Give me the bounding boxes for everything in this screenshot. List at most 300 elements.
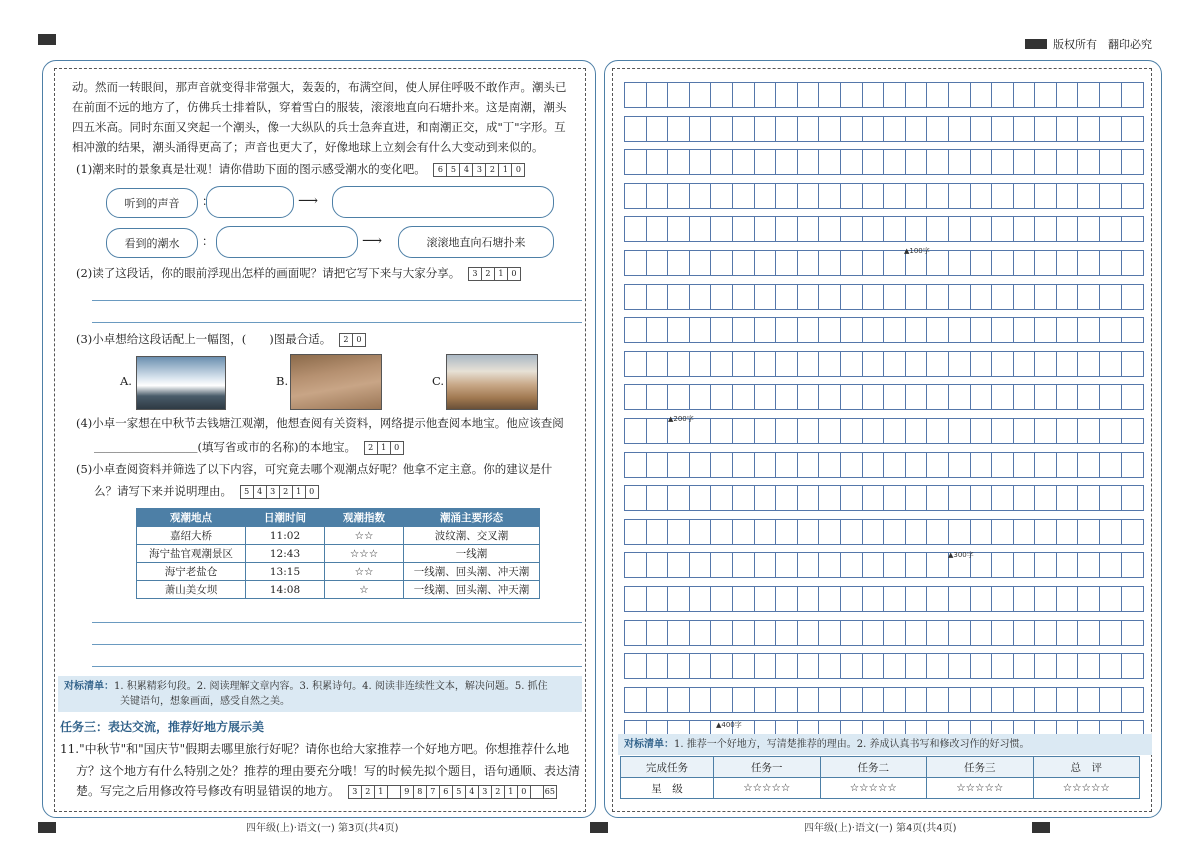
grid-cell[interactable] (647, 150, 669, 174)
grid-cell[interactable] (798, 117, 820, 141)
score-cell[interactable]: 3 (469, 268, 482, 280)
grid-cell[interactable] (1078, 83, 1100, 107)
grid-cell[interactable] (841, 83, 863, 107)
grid-cell[interactable] (1057, 654, 1079, 678)
grid-cell[interactable] (819, 453, 841, 477)
grid-cell[interactable] (733, 217, 755, 241)
grid-cell[interactable] (884, 453, 906, 477)
grid-cell[interactable] (819, 285, 841, 309)
grid-cell[interactable] (625, 385, 647, 409)
grid-cell[interactable] (1057, 688, 1079, 712)
grid-cell[interactable] (1100, 184, 1122, 208)
grid-cell[interactable] (1014, 453, 1036, 477)
score-cell[interactable]: 1 (505, 786, 518, 798)
grid-cell[interactable] (776, 453, 798, 477)
grid-cell[interactable] (798, 217, 820, 241)
grid-row[interactable] (624, 149, 1144, 175)
grid-cell[interactable] (884, 385, 906, 409)
grid-cell[interactable] (1057, 150, 1079, 174)
grid-cell[interactable] (647, 654, 669, 678)
grid-cell[interactable] (1078, 419, 1100, 443)
grid-cell[interactable] (992, 117, 1014, 141)
grid-cell[interactable] (776, 83, 798, 107)
grid-cell[interactable] (1035, 688, 1057, 712)
grid-cell[interactable] (906, 184, 928, 208)
grid-cell[interactable] (733, 520, 755, 544)
grid-cell[interactable] (625, 419, 647, 443)
grid-cell[interactable] (668, 318, 690, 342)
grid-cell[interactable] (992, 587, 1014, 611)
grid-cell[interactable] (927, 553, 949, 577)
grid-cell[interactable] (776, 520, 798, 544)
score-cell[interactable]: 0 (309, 487, 315, 496)
grid-cell[interactable] (690, 520, 712, 544)
grid-cell[interactable] (711, 150, 733, 174)
grid-cell[interactable] (1014, 486, 1036, 510)
grid-cell[interactable] (1122, 285, 1144, 309)
grid-cell[interactable] (1078, 486, 1100, 510)
grid-cell[interactable] (668, 587, 690, 611)
grid-cell[interactable] (668, 352, 690, 376)
score-cell[interactable]: 2 (365, 442, 378, 454)
score-box[interactable] (433, 163, 525, 177)
grid-cell[interactable] (949, 587, 971, 611)
grid-row[interactable] (624, 384, 1144, 410)
grid-cell[interactable] (1100, 251, 1122, 275)
grid-cell[interactable] (647, 318, 669, 342)
grid-cell[interactable] (733, 486, 755, 510)
grid-cell[interactable] (884, 117, 906, 141)
grid-cell[interactable] (863, 217, 885, 241)
grid-cell[interactable] (625, 688, 647, 712)
grid-cell[interactable] (733, 318, 755, 342)
grid-row[interactable] (624, 317, 1144, 343)
grid-cell[interactable] (1035, 217, 1057, 241)
grid-cell[interactable] (1035, 621, 1057, 645)
grid-row[interactable] (624, 452, 1144, 478)
grid-cell[interactable] (927, 621, 949, 645)
grid-row[interactable] (624, 183, 1144, 209)
grid-cell[interactable] (1100, 385, 1122, 409)
grid-cell[interactable] (1014, 285, 1036, 309)
grid-cell[interactable] (841, 419, 863, 443)
grid-cell[interactable] (1057, 217, 1079, 241)
answer-box-sound-2[interactable] (332, 186, 554, 218)
grid-cell[interactable] (647, 184, 669, 208)
grid-cell[interactable] (625, 117, 647, 141)
grid-cell[interactable] (927, 217, 949, 241)
grid-cell[interactable] (1078, 688, 1100, 712)
grid-cell[interactable] (863, 453, 885, 477)
grid-cell[interactable] (798, 520, 820, 544)
grid-cell[interactable] (863, 486, 885, 510)
grid-cell[interactable] (906, 150, 928, 174)
grid-cell[interactable] (711, 117, 733, 141)
grid-cell[interactable] (884, 318, 906, 342)
grid-cell[interactable] (971, 251, 993, 275)
grid-cell[interactable] (625, 83, 647, 107)
grid-cell[interactable] (927, 352, 949, 376)
grid-cell[interactable] (841, 117, 863, 141)
grid-cell[interactable] (863, 150, 885, 174)
grid-cell[interactable] (755, 150, 777, 174)
grid-cell[interactable] (776, 688, 798, 712)
grid-cell[interactable] (647, 285, 669, 309)
grid-cell[interactable] (949, 318, 971, 342)
grid-cell[interactable] (668, 553, 690, 577)
score-cell[interactable]: 1 (375, 786, 388, 798)
score-cell[interactable]: 4 (460, 164, 473, 176)
grid-cell[interactable] (1035, 553, 1057, 577)
grid-cell[interactable] (776, 385, 798, 409)
grid-cell[interactable] (1057, 184, 1079, 208)
grid-cell[interactable] (668, 520, 690, 544)
grid-cell[interactable] (1035, 352, 1057, 376)
score-box[interactable] (339, 333, 366, 347)
grid-cell[interactable] (776, 318, 798, 342)
grid-cell[interactable] (971, 621, 993, 645)
grid-cell[interactable] (711, 251, 733, 275)
grid-cell[interactable] (668, 184, 690, 208)
grid-row[interactable] (624, 552, 1144, 578)
grid-cell[interactable] (841, 150, 863, 174)
grid-cell[interactable] (841, 486, 863, 510)
score-cell[interactable]: 5 (453, 786, 466, 798)
grid-cell[interactable] (647, 486, 669, 510)
grid-cell[interactable] (625, 486, 647, 510)
grid-cell[interactable] (690, 184, 712, 208)
grid-cell[interactable] (1100, 520, 1122, 544)
grid-cell[interactable] (776, 251, 798, 275)
grid-cell[interactable] (711, 486, 733, 510)
grid-cell[interactable] (798, 553, 820, 577)
grid-cell[interactable] (819, 385, 841, 409)
grid-cell[interactable] (841, 217, 863, 241)
grid-cell[interactable] (755, 654, 777, 678)
grid-cell[interactable] (819, 621, 841, 645)
grid-cell[interactable] (841, 251, 863, 275)
grid-cell[interactable] (668, 117, 690, 141)
grid-cell[interactable] (863, 587, 885, 611)
grid-cell[interactable] (690, 587, 712, 611)
grid-cell[interactable] (668, 654, 690, 678)
grid-cell[interactable] (776, 217, 798, 241)
grid-cell[interactable] (841, 184, 863, 208)
grid-cell[interactable] (841, 587, 863, 611)
score-cell[interactable]: 1 (495, 268, 508, 280)
grid-cell[interactable] (992, 486, 1014, 510)
grid-cell[interactable] (971, 486, 993, 510)
grid-cell[interactable] (927, 117, 949, 141)
grid-cell[interactable] (906, 117, 928, 141)
grid-cell[interactable] (992, 251, 1014, 275)
grid-cell[interactable] (927, 251, 949, 275)
grid-cell[interactable] (690, 352, 712, 376)
grid-cell[interactable] (1014, 419, 1036, 443)
score-cell[interactable]: 5 (241, 486, 254, 498)
grid-cell[interactable] (906, 385, 928, 409)
score-cell[interactable]: 2 (362, 786, 375, 798)
grid-cell[interactable] (1122, 587, 1144, 611)
grid-cell[interactable] (625, 520, 647, 544)
grid-cell[interactable] (927, 419, 949, 443)
grid-cell[interactable] (1057, 251, 1079, 275)
grid-cell[interactable] (1122, 486, 1144, 510)
grid-cell[interactable] (647, 217, 669, 241)
grid-cell[interactable] (1035, 117, 1057, 141)
grid-row[interactable] (624, 620, 1144, 646)
grid-cell[interactable] (798, 621, 820, 645)
score-cell[interactable]: 0 (356, 335, 362, 344)
grid-cell[interactable] (1100, 654, 1122, 678)
grid-cell[interactable] (690, 285, 712, 309)
grid-cell[interactable] (776, 654, 798, 678)
grid-cell[interactable] (668, 285, 690, 309)
grid-cell[interactable] (927, 318, 949, 342)
grid-cell[interactable] (971, 184, 993, 208)
grid-cell[interactable] (884, 184, 906, 208)
grid-cell[interactable] (1057, 117, 1079, 141)
grid-cell[interactable] (647, 352, 669, 376)
grid-cell[interactable] (949, 83, 971, 107)
grid-cell[interactable] (1057, 83, 1079, 107)
grid-row[interactable] (624, 687, 1144, 713)
grid-cell[interactable] (776, 621, 798, 645)
grid-cell[interactable] (1100, 352, 1122, 376)
score-cell[interactable]: 2 (482, 268, 495, 280)
grid-cell[interactable] (1078, 553, 1100, 577)
grid-cell[interactable] (798, 184, 820, 208)
grid-cell[interactable] (1078, 150, 1100, 174)
grid-cell[interactable] (1122, 621, 1144, 645)
grid-cell[interactable] (884, 251, 906, 275)
grid-cell[interactable] (733, 587, 755, 611)
score-cell[interactable]: 4 (466, 786, 479, 798)
grid-cell[interactable] (927, 486, 949, 510)
grid-cell[interactable] (1078, 520, 1100, 544)
score-cell[interactable]: 0 (515, 165, 521, 174)
grid-cell[interactable] (819, 150, 841, 174)
grid-cell[interactable] (668, 217, 690, 241)
score-cell[interactable]: 2 (280, 486, 293, 498)
grid-cell[interactable] (1122, 654, 1144, 678)
grid-cell[interactable] (906, 217, 928, 241)
grid-cell[interactable] (1035, 285, 1057, 309)
grid-cell[interactable] (841, 520, 863, 544)
grid-cell[interactable] (863, 285, 885, 309)
score-cell[interactable]: 0 (518, 786, 531, 798)
star-rating[interactable]: ☆☆☆☆☆ (714, 778, 821, 799)
score-cell[interactable]: 1 (293, 486, 306, 498)
grid-cell[interactable] (1057, 453, 1079, 477)
grid-cell[interactable] (819, 184, 841, 208)
grid-cell[interactable] (992, 150, 1014, 174)
grid-cell[interactable] (1122, 688, 1144, 712)
star-rating[interactable]: ☆☆☆☆☆ (1033, 778, 1140, 799)
score-cell[interactable]: 6 (434, 164, 447, 176)
grid-cell[interactable] (927, 453, 949, 477)
grid-cell[interactable] (1100, 587, 1122, 611)
grid-cell[interactable] (711, 285, 733, 309)
grid-cell[interactable] (884, 621, 906, 645)
grid-cell[interactable] (1057, 587, 1079, 611)
grid-cell[interactable] (1057, 385, 1079, 409)
score-box[interactable] (468, 267, 521, 281)
grid-cell[interactable] (927, 385, 949, 409)
grid-cell[interactable] (949, 217, 971, 241)
grid-cell[interactable] (668, 486, 690, 510)
score-cell[interactable]: 65 (544, 786, 555, 796)
grid-cell[interactable] (1122, 352, 1144, 376)
grid-cell[interactable] (1057, 285, 1079, 309)
grid-cell[interactable] (647, 419, 669, 443)
grid-cell[interactable] (949, 184, 971, 208)
grid-cell[interactable] (625, 285, 647, 309)
grid-cell[interactable] (971, 217, 993, 241)
grid-cell[interactable] (992, 184, 1014, 208)
score-cell[interactable] (388, 786, 401, 798)
score-cell[interactable]: 2 (492, 786, 505, 798)
grid-cell[interactable] (884, 688, 906, 712)
grid-cell[interactable] (1014, 150, 1036, 174)
grid-cell[interactable] (733, 419, 755, 443)
grid-cell[interactable] (733, 654, 755, 678)
grid-cell[interactable] (690, 654, 712, 678)
grid-cell[interactable] (1035, 150, 1057, 174)
grid-cell[interactable] (971, 83, 993, 107)
grid-cell[interactable] (1057, 419, 1079, 443)
grid-cell[interactable] (971, 150, 993, 174)
grid-cell[interactable] (733, 621, 755, 645)
grid-cell[interactable] (992, 419, 1014, 443)
score-cell[interactable]: 0 (511, 269, 517, 278)
grid-cell[interactable] (1122, 251, 1144, 275)
grid-cell[interactable] (647, 385, 669, 409)
grid-cell[interactable] (1078, 251, 1100, 275)
grid-cell[interactable] (755, 453, 777, 477)
grid-cell[interactable] (798, 83, 820, 107)
grid-cell[interactable] (819, 553, 841, 577)
grid-cell[interactable] (776, 285, 798, 309)
grid-cell[interactable] (863, 352, 885, 376)
grid-cell[interactable] (1014, 117, 1036, 141)
grid-cell[interactable] (971, 285, 993, 309)
grid-cell[interactable] (755, 587, 777, 611)
grid-cell[interactable] (906, 352, 928, 376)
grid-cell[interactable] (841, 385, 863, 409)
grid-cell[interactable] (1035, 486, 1057, 510)
grid-cell[interactable] (690, 621, 712, 645)
grid-cell[interactable] (992, 217, 1014, 241)
grid-cell[interactable] (690, 385, 712, 409)
grid-cell[interactable] (733, 352, 755, 376)
grid-cell[interactable] (949, 688, 971, 712)
grid-cell[interactable] (711, 654, 733, 678)
grid-cell[interactable] (927, 520, 949, 544)
grid-cell[interactable] (1100, 553, 1122, 577)
grid-cell[interactable] (884, 553, 906, 577)
score-cell[interactable]: 3 (267, 486, 280, 498)
grid-cell[interactable] (776, 352, 798, 376)
grid-cell[interactable] (1078, 184, 1100, 208)
grid-cell[interactable] (647, 587, 669, 611)
answer-box-water-1[interactable] (216, 226, 358, 258)
grid-cell[interactable] (863, 251, 885, 275)
writing-grid[interactable] (624, 82, 1142, 722)
grid-row[interactable] (624, 485, 1144, 511)
grid-cell[interactable] (1014, 83, 1036, 107)
grid-cell[interactable] (668, 621, 690, 645)
grid-cell[interactable] (1035, 184, 1057, 208)
grid-cell[interactable] (733, 553, 755, 577)
grid-cell[interactable] (949, 520, 971, 544)
answer-line[interactable] (92, 622, 582, 623)
answer-line[interactable] (92, 666, 582, 667)
grid-cell[interactable] (755, 621, 777, 645)
grid-cell[interactable] (971, 453, 993, 477)
grid-cell[interactable] (625, 621, 647, 645)
grid-cell[interactable] (625, 251, 647, 275)
grid-cell[interactable] (711, 217, 733, 241)
grid-cell[interactable] (1014, 217, 1036, 241)
grid-cell[interactable] (798, 654, 820, 678)
grid-cell[interactable] (884, 217, 906, 241)
grid-cell[interactable] (1014, 587, 1036, 611)
grid-cell[interactable] (992, 688, 1014, 712)
grid-cell[interactable] (798, 453, 820, 477)
grid-cell[interactable] (798, 285, 820, 309)
grid-cell[interactable] (1078, 453, 1100, 477)
grid-cell[interactable] (1100, 688, 1122, 712)
answer-line[interactable] (92, 300, 582, 301)
grid-cell[interactable] (819, 318, 841, 342)
grid-cell[interactable] (711, 318, 733, 342)
grid-cell[interactable] (971, 117, 993, 141)
grid-cell[interactable] (647, 117, 669, 141)
grid-cell[interactable] (1078, 587, 1100, 611)
grid-cell[interactable] (690, 117, 712, 141)
grid-row[interactable] (624, 250, 1144, 276)
grid-cell[interactable] (841, 688, 863, 712)
grid-cell[interactable] (992, 285, 1014, 309)
wave-crash-image[interactable] (136, 356, 226, 410)
grid-cell[interactable] (1035, 385, 1057, 409)
grid-cell[interactable] (1100, 285, 1122, 309)
grid-cell[interactable] (1100, 453, 1122, 477)
grid-cell[interactable] (1035, 251, 1057, 275)
grid-cell[interactable] (906, 83, 928, 107)
grid-cell[interactable] (711, 419, 733, 443)
grid-cell[interactable] (927, 184, 949, 208)
grid-cell[interactable] (798, 419, 820, 443)
grid-cell[interactable] (647, 520, 669, 544)
grid-cell[interactable] (949, 654, 971, 678)
answer-box-sound-1[interactable] (206, 186, 294, 218)
grid-cell[interactable] (1057, 318, 1079, 342)
grid-cell[interactable] (755, 553, 777, 577)
grid-cell[interactable] (992, 83, 1014, 107)
grid-cell[interactable] (625, 453, 647, 477)
score-cell[interactable]: 5 (447, 164, 460, 176)
grid-cell[interactable] (711, 621, 733, 645)
grid-cell[interactable] (927, 150, 949, 174)
grid-cell[interactable] (906, 486, 928, 510)
grid-cell[interactable] (1100, 150, 1122, 174)
grid-cell[interactable] (819, 352, 841, 376)
grid-cell[interactable] (798, 486, 820, 510)
grid-cell[interactable] (776, 419, 798, 443)
grid-cell[interactable] (949, 453, 971, 477)
